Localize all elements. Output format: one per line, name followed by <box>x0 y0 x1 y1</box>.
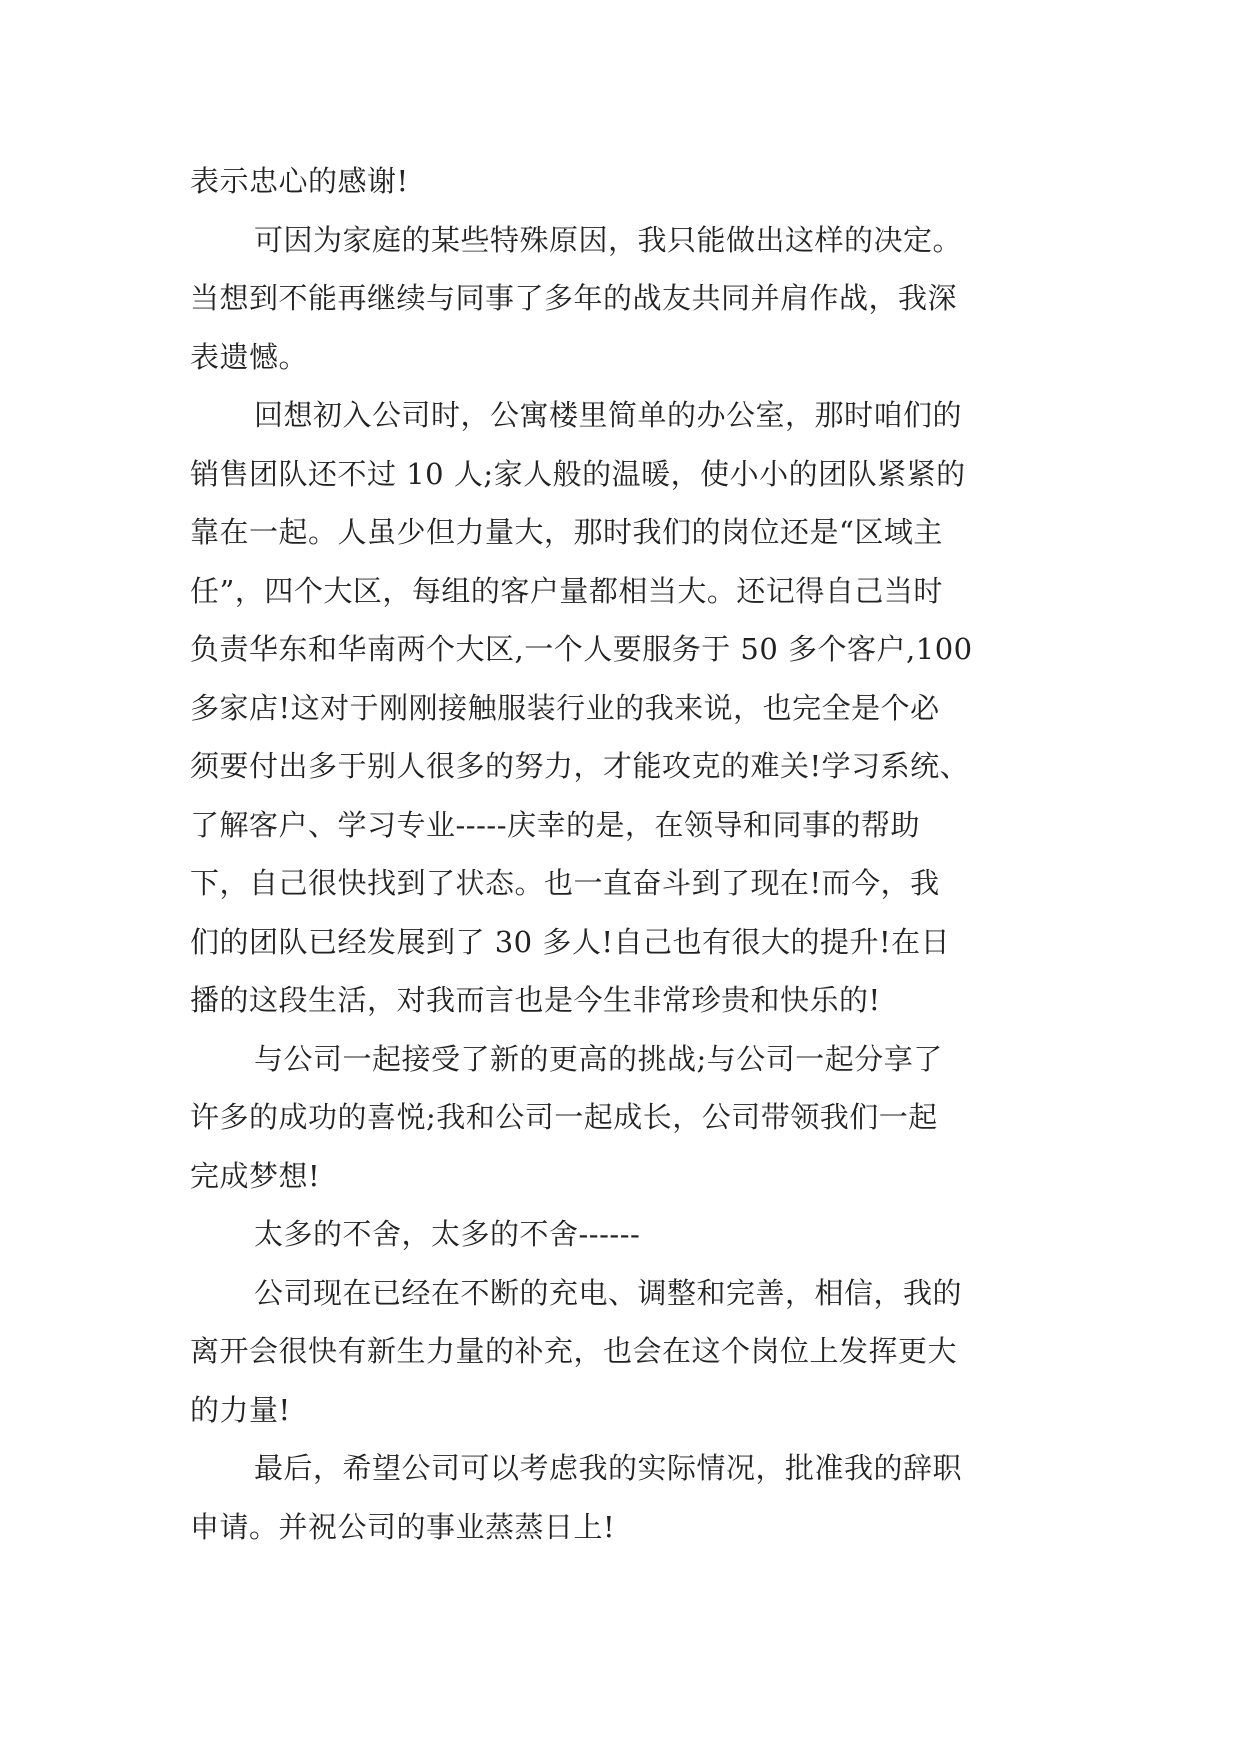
text-line: 任”，四个大区，每组的客户量都相当大。还记得自己当时 <box>190 573 943 608</box>
text-line: 了解客户、学习专业-----庆幸的是，在领导和同事的帮助 <box>190 807 920 842</box>
text-line: 最后，希望公司可以考虑我的实际情况，批准我的辞职 <box>254 1451 963 1485</box>
text-line: 完成梦想! <box>190 1158 321 1193</box>
text-line: 许多的成功的喜悦;我和公司一起成长，公司带领我们一起 <box>190 1100 938 1134</box>
text-line: 表示忠心的感谢! <box>190 164 409 198</box>
text-line: 表遗憾。 <box>190 339 309 374</box>
text-line: 下，自己很快找到了状态。也一直奋斗到了现在!而今，我 <box>190 866 940 900</box>
text-line: 回想初入公司时，公寓楼里简单的办公室，那时咱们的 <box>254 398 963 432</box>
text-line: 公司现在已经在不断的充电、调整和完善，相信，我的 <box>254 1275 963 1310</box>
text-line: 的力量! <box>190 1392 291 1427</box>
text-line: 可因为家庭的某些特殊原因，我只能做出这样的决定。 <box>254 222 963 257</box>
paragraph-3 <box>190 386 1060 1030</box>
text-line: 申请。并祝公司的事业蒸蒸日上! <box>190 1509 616 1544</box>
document-body <box>190 152 1060 1556</box>
text-line: 须要付出多于别人很多的努力，才能攻克的难关!学习系统、 <box>190 749 970 783</box>
text-line: 靠在一起。人虽少但力量大，那时我们的岗位还是“区域主 <box>190 515 943 549</box>
paragraph-6 <box>190 1264 1060 1440</box>
paragraph-7 <box>190 1439 1060 1556</box>
text-line: 多家店!这对于刚刚接触服装行业的我来说，也完全是个必 <box>190 690 940 725</box>
text-line: 播的这段生活，对我而言也是今生非常珍贵和快乐的! <box>190 983 881 1017</box>
text-line: 们的团队已经发展到了 30 多人!自己也有很大的提升!在日 <box>190 924 951 959</box>
paragraph-5 <box>190 1205 1060 1264</box>
text-line: 当想到不能再继续与同事了多年的战友共同并肩作战，我深 <box>190 281 958 315</box>
paragraph-1 <box>190 152 1060 211</box>
text-line: 离开会很快有新生力量的补充，也会在这个岗位上发挥更大 <box>190 1334 958 1368</box>
paragraph-4 <box>190 1030 1060 1206</box>
paragraph-2 <box>190 211 1060 387</box>
text-line: 销售团队还不过 10 人;家人般的温暖，使小小的团队紧紧的 <box>190 456 966 491</box>
text-line: 负责华东和华南两个大区,一个人要服务于 50 多个客户,100 <box>190 632 973 666</box>
text-line: 太多的不舍，太多的不舍------ <box>254 1217 641 1251</box>
text-line: 与公司一起接受了新的更高的挑战;与公司一起分享了 <box>254 1041 943 1076</box>
